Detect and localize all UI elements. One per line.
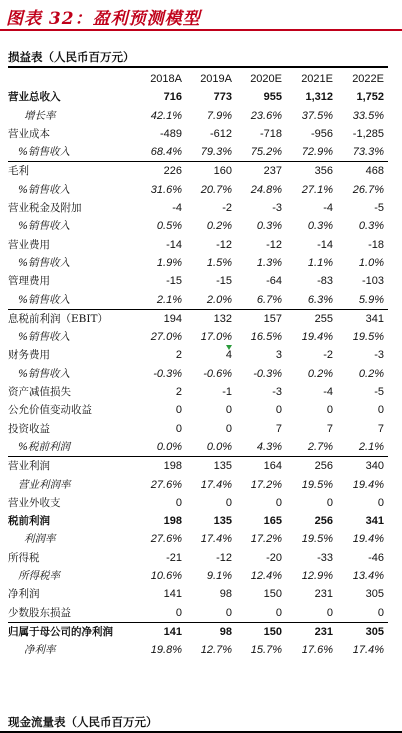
income-statement-title: 损益表（人民币百万元） <box>8 50 135 64</box>
row-label: %销售收入 <box>18 220 70 233</box>
row-value: 17.6% <box>301 644 333 657</box>
row-value: 0 <box>225 422 232 435</box>
row-value: 237 <box>236 162 286 181</box>
row-value: 16.5% <box>250 331 282 344</box>
column-header-row <box>8 70 388 88</box>
row-value: -83 <box>317 275 333 288</box>
table-row <box>8 438 388 457</box>
table-row <box>8 567 388 585</box>
row-label: %税前利润 <box>18 440 70 453</box>
table-row <box>8 88 388 106</box>
table-row <box>8 107 388 125</box>
row-value: 305 <box>365 588 384 601</box>
row-value: 1,312 <box>305 91 333 104</box>
row-value: 68.4% <box>150 146 182 159</box>
cashflow-title: 现金流量表（人民币百万元） <box>8 715 158 729</box>
row-value: -18 <box>368 238 384 251</box>
row-value: 33.5% <box>352 109 384 122</box>
row-label: 净利润 <box>8 588 40 601</box>
row-value: 2.1% <box>156 293 182 306</box>
row-value: 17.0% <box>200 331 232 344</box>
row-value: -0.3% <box>153 367 182 380</box>
row-value: 17.2% <box>250 533 282 546</box>
row-value: 256 <box>314 515 333 528</box>
row-value: 132 <box>186 309 236 328</box>
row-label: %销售收入 <box>18 331 70 344</box>
row-value: -718 <box>259 127 282 140</box>
table-row <box>8 420 388 438</box>
column-header: 2018A <box>150 73 182 85</box>
row-value: 42.1% <box>150 109 182 122</box>
row-value: -3 <box>374 349 384 362</box>
table-row <box>8 328 388 346</box>
row-label: 所得税 <box>8 551 40 564</box>
row-label: 营业外收支 <box>8 496 61 509</box>
row-value: 0.2% <box>307 367 333 380</box>
row-value: 4 <box>225 349 232 362</box>
row-value: -14 <box>317 238 333 251</box>
row-value: 1.0% <box>358 256 384 269</box>
row-value: 0 <box>275 404 282 417</box>
row-value: 19.4% <box>352 533 384 546</box>
row-value: 340 <box>337 457 388 476</box>
row-label: %销售收入 <box>18 367 70 380</box>
row-value: -2 <box>222 202 232 215</box>
row-value: 0 <box>377 606 384 619</box>
row-value: -5 <box>374 386 384 399</box>
table-row <box>8 549 388 567</box>
table-row <box>8 199 388 217</box>
table-row <box>8 125 388 143</box>
table-row <box>8 272 388 290</box>
row-value: 7.9% <box>206 109 232 122</box>
row-value: -0.6% <box>203 367 232 380</box>
table-row <box>8 641 388 659</box>
table-body <box>8 88 388 659</box>
row-value: 150 <box>236 622 286 641</box>
table-row <box>8 457 388 476</box>
row-value: 3 <box>275 349 282 362</box>
row-value: -5 <box>374 202 384 215</box>
row-value: -612 <box>209 127 232 140</box>
row-value: 141 <box>163 588 182 601</box>
row-value: 27.6% <box>150 533 182 546</box>
row-value: -64 <box>266 275 282 288</box>
column-header: 2019A <box>200 73 232 85</box>
row-value: 955 <box>263 91 282 104</box>
label-column-header <box>8 70 136 88</box>
row-value: -21 <box>166 551 182 564</box>
row-label: %销售收入 <box>18 146 70 159</box>
row-value: 231 <box>314 588 333 601</box>
row-label: %销售收入 <box>18 293 70 306</box>
row-value: 135 <box>213 515 232 528</box>
row-label: 营业利润率 <box>18 478 71 491</box>
column-header: 2020E <box>250 73 282 85</box>
row-value: 27.6% <box>150 478 182 491</box>
row-value: -12 <box>216 238 232 251</box>
row-label: 营业成本 <box>8 127 50 140</box>
table-row <box>8 530 388 548</box>
row-value: 20.7% <box>200 183 232 196</box>
row-value: 160 <box>186 162 236 181</box>
table-row <box>8 383 388 401</box>
row-label: 营业税金及附加 <box>8 202 82 215</box>
table-row <box>8 236 388 254</box>
row-value: -489 <box>159 127 182 140</box>
row-value: 0.0% <box>206 440 232 453</box>
row-value: -33 <box>317 551 333 564</box>
row-value: -3 <box>272 386 282 399</box>
row-value: -2 <box>323 349 333 362</box>
row-value: 150 <box>263 588 282 601</box>
row-value: 6.3% <box>307 293 333 306</box>
row-label: 利润率 <box>24 533 56 546</box>
row-value: 0.2% <box>206 220 232 233</box>
row-value: 165 <box>263 515 282 528</box>
row-value: -1 <box>222 386 232 399</box>
row-label: 毛利 <box>8 162 136 181</box>
row-value: 164 <box>236 457 286 476</box>
row-label: 营业总收入 <box>8 91 61 104</box>
row-value: 0.5% <box>156 220 182 233</box>
row-label: %销售收入 <box>18 256 70 269</box>
row-value: 0 <box>175 496 182 509</box>
row-value: -4 <box>172 202 182 215</box>
row-label: 归属于母公司的净利润 <box>8 622 136 641</box>
row-value: 19.5% <box>301 533 333 546</box>
row-value: 17.4% <box>352 644 384 657</box>
row-label: 息税前利润（EBIT） <box>8 309 136 328</box>
row-value: 0 <box>175 606 182 619</box>
table-row <box>8 143 388 162</box>
row-value: 4.3% <box>256 440 282 453</box>
table-top-rule <box>8 66 388 68</box>
row-label: 所得税率 <box>18 570 60 583</box>
row-value: -15 <box>166 275 182 288</box>
row-value: -12 <box>266 238 282 251</box>
column-header: 2022E <box>352 73 384 85</box>
row-value: 773 <box>213 91 232 104</box>
row-value: -15 <box>216 275 232 288</box>
row-label: 营业利润 <box>8 457 136 476</box>
row-value: 19.8% <box>150 644 182 657</box>
table-row <box>8 162 388 181</box>
row-value: 6.7% <box>256 293 282 306</box>
row-value: 226 <box>136 162 186 181</box>
row-value: 12.4% <box>250 570 282 583</box>
table-row <box>8 365 388 383</box>
row-value: 2.7% <box>307 440 333 453</box>
row-value: 256 <box>286 457 337 476</box>
row-value: 341 <box>337 309 388 328</box>
row-value: -4 <box>323 386 333 399</box>
row-value: 17.4% <box>200 478 232 491</box>
row-value: 0 <box>377 404 384 417</box>
row-value: -14 <box>166 238 182 251</box>
row-value: 75.2% <box>250 146 282 159</box>
row-label: %销售收入 <box>18 183 70 196</box>
row-label: 税前利润 <box>8 515 50 528</box>
row-value: 135 <box>186 457 236 476</box>
table-row <box>8 401 388 419</box>
row-value: 141 <box>136 622 186 641</box>
row-label: 净利率 <box>24 644 56 657</box>
row-value: 2 <box>175 386 182 399</box>
row-value: 0 <box>175 404 182 417</box>
row-value: 73.3% <box>352 146 384 159</box>
table-row <box>8 512 388 530</box>
row-value: 255 <box>286 309 337 328</box>
row-label: 公允价值变动收益 <box>8 404 92 417</box>
row-value: 7 <box>275 422 282 435</box>
row-value: 26.7% <box>352 183 384 196</box>
row-value: 356 <box>286 162 337 181</box>
row-value: -0.3% <box>253 367 282 380</box>
row-value: 17.4% <box>200 533 232 546</box>
table-row <box>8 291 388 310</box>
row-value: 19.4% <box>301 331 333 344</box>
row-value: -12 <box>216 551 232 564</box>
row-value: 2.0% <box>206 293 232 306</box>
table-row <box>8 309 388 328</box>
row-value: 12.9% <box>301 570 333 583</box>
row-value: 27.1% <box>301 183 333 196</box>
row-value: 0 <box>326 404 333 417</box>
row-value: -4 <box>323 202 333 215</box>
income-statement-table <box>8 70 388 660</box>
row-value: 468 <box>337 162 388 181</box>
row-value: 2.1% <box>358 440 384 453</box>
row-value: 24.8% <box>250 183 282 196</box>
row-label: 少数股东损益 <box>8 606 71 619</box>
row-label: 资产减值损失 <box>8 386 71 399</box>
row-value: 1.1% <box>307 256 333 269</box>
row-value: 19.5% <box>301 478 333 491</box>
row-label: 增长率 <box>24 109 56 122</box>
row-value: 7 <box>377 422 384 435</box>
row-value: 72.9% <box>301 146 333 159</box>
row-value: 27.0% <box>150 331 182 344</box>
row-value: 12.7% <box>200 644 232 657</box>
table-row <box>8 585 388 603</box>
row-label: 财务费用 <box>8 349 50 362</box>
row-value: 231 <box>286 622 337 641</box>
row-value: 19.4% <box>352 478 384 491</box>
row-value: 15.7% <box>250 644 282 657</box>
row-value: 0.3% <box>256 220 282 233</box>
row-value: 10.6% <box>150 570 182 583</box>
row-value: 305 <box>337 622 388 641</box>
row-value: 0 <box>326 606 333 619</box>
row-value: 0 <box>225 496 232 509</box>
row-value: 0.2% <box>358 367 384 380</box>
column-header: 2021E <box>301 73 333 85</box>
green-marker-icon <box>226 345 232 350</box>
row-value: 0.0% <box>156 440 182 453</box>
row-label: 投资收益 <box>8 422 50 435</box>
row-value: 0.3% <box>307 220 333 233</box>
row-value: 716 <box>163 91 182 104</box>
row-value: -956 <box>310 127 333 140</box>
row-value: 1,752 <box>356 91 384 104</box>
row-value: 98 <box>219 588 232 601</box>
table-row <box>8 604 388 623</box>
figure-header <box>0 0 402 34</box>
row-value: 198 <box>136 457 186 476</box>
row-value: 0 <box>175 422 182 435</box>
row-value: 17.2% <box>250 478 282 491</box>
row-label: 营业费用 <box>8 238 50 251</box>
row-value: -103 <box>361 275 384 288</box>
table-row <box>8 254 388 272</box>
table-row <box>8 494 388 512</box>
table-row <box>8 181 388 199</box>
row-value: 1.5% <box>206 256 232 269</box>
row-value: 0 <box>275 606 282 619</box>
header-divider <box>0 29 402 31</box>
row-value: -3 <box>272 202 282 215</box>
row-value: 0.3% <box>358 220 384 233</box>
row-value: 13.4% <box>352 570 384 583</box>
table-row <box>8 346 388 364</box>
row-value: 19.5% <box>352 331 384 344</box>
row-value: -20 <box>266 551 282 564</box>
row-value: 0 <box>225 606 232 619</box>
row-value: 1.9% <box>156 256 182 269</box>
row-value: 23.6% <box>250 109 282 122</box>
row-value: 9.1% <box>206 570 232 583</box>
row-label: 管理费用 <box>8 275 50 288</box>
row-value: 157 <box>236 309 286 328</box>
row-value: 194 <box>136 309 186 328</box>
row-value: -1,285 <box>352 127 384 140</box>
row-value: 79.3% <box>200 146 232 159</box>
table-row <box>8 476 388 494</box>
row-value: 7 <box>326 422 333 435</box>
row-value: 2 <box>175 349 182 362</box>
row-value: 98 <box>186 622 236 641</box>
row-value: 5.9% <box>358 293 384 306</box>
row-value: 0 <box>377 496 384 509</box>
row-value: 0 <box>225 404 232 417</box>
row-value: 0 <box>326 496 333 509</box>
row-value: 341 <box>365 515 384 528</box>
row-value: 1.3% <box>256 256 282 269</box>
row-value: 198 <box>163 515 182 528</box>
row-value: 0 <box>275 496 282 509</box>
table-row <box>8 217 388 235</box>
row-value: 37.5% <box>301 109 333 122</box>
figure-title: 图表 32：盈利预测模型 <box>6 9 201 29</box>
table-row <box>8 622 388 641</box>
row-value: -46 <box>368 551 384 564</box>
row-value: 31.6% <box>150 183 182 196</box>
